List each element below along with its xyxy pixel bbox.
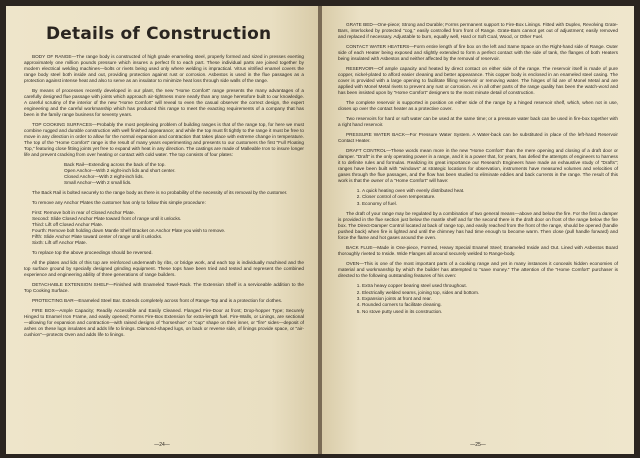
fire-box-paragraph: FIRE BOX—Ample Capacity; Readily Accessible and Easily Cleaned. Flanged Fire-Door at front; Drop-hopper Type; Securely Hinged to Enamel Iron Frame, and easily opened; Forms Fire-Box Extension for extra-length fuel. Fire-Walls, or Linings, are sectional—allowing for expansion and contraction—with raised designs of "horseshoe" or "cup" shape on their inner, or "fire" sides—deposit of ashes on these lugs insulates and adds life to linings. Diamond-shaped lugs, on back or reverse side, of linings provide space, or "air-cushion"—protects Oven and adds life to linings.	[24, 308, 304, 337]
step-item: Sixth: Lift off Anchor Plate.	[32, 240, 87, 245]
step-item: First: Remove bolt in rear of Closed Anchor Plate.	[32, 210, 135, 215]
list-item: 1. Extra heavy copper bearing steel used throughout.	[362, 283, 618, 289]
list-item: 5. No stove putty used in its construction.	[362, 309, 618, 315]
draft-benefits-list	[352, 188, 618, 207]
list-item: 2. Closer control of oven temperature.	[362, 194, 618, 200]
oven-paragraph: OVEN—This is one of the most important parts of a cooking range and yet in many instances it conceals hidden economies of material and workmanship by which the builder has attempted to "save money." The attention of the "Home Comfort" purchaser is directed to the following outstanding features of his oven:	[338, 261, 618, 279]
draft-control-paragraph: DRAFT CONTROL—These words mean more in the new "Home Comfort" than the mere opening and closing of a draft door or damper. "Draft" is the only operating power in a range, and it is a power that, for years, has defied the attempts of engineers to harness it to definite rules and formulas. Realizing its great importance our Research Engineers have made an exhaustive study of "Drafts"; ranges have been built with "windows" at strategic locations for observation, instruments have measured volumes and velocities of gases through the flue passages, and the flow has been studied to eliminate eddies and back currents in the range. The result of this work is that the owner of a "Home Comfort" will have:	[338, 148, 618, 183]
back-flue-paragraph: BACK FLUE—Made in One-piece, Formed, Heavy Special Enamel Steel; Enameled Inside and Out. Lined with Asbestos Board thoroughly riveted to Inside. Wide Flanges all around securely welded to Range-body.	[338, 245, 618, 257]
top-plates-list	[64, 162, 304, 186]
grate-bed-paragraph: GRATE BED—One-piece; Strong and Durable; Forms permanent support to Fire-Box Linings. Fitted with Duplex, Revolving Grate-Bars, interlocked by protected "cog," easily controlled from front of Range. Grate-Bars cannot get out of adjustment; easily removed and replaced if necessary. Adjustable to burn, equally well, Hard or Soft Coal, Wood, or Other Fuel.	[338, 22, 618, 39]
contact-heaters-paragraph: CONTACT WATER HEATERS—Form entire length of fire box on the left and Same Space on the Right-hand side of Range. Outer side of each Heater being exposed and slightly extended to form a perfect contact with the side of tank, the flanges of both Heaters being insulated with Asbestos and neither affected by the removal of reservoir.	[338, 44, 618, 61]
list-item: 2. Electrically welded seams, joining top, sides and bottom.	[362, 290, 618, 296]
left-page	[6, 6, 318, 454]
plate-item: Closed Anchor—With 2 eight-inch lids.	[64, 174, 144, 179]
protecting-bar-paragraph: PROTECTING BAR—Enameled Steel Bar. Extends completely across front of Range-Top and is a protection for clothes.	[32, 298, 283, 303]
plate-item: Small Anchor—With 2 small lids.	[64, 180, 132, 185]
oven-features-list	[352, 283, 618, 315]
pressure-water-paragraph: PRESSURE WATER BACK—For Pressure Water System. A Water-back can be substituted in place of the left-hand Reservoir Contact Heater.	[338, 132, 618, 143]
extension-shelf-paragraph: DETACHABLE EXTENSION SHELF—Finished with Enameled Towel-Rack. The Extension Shelf is a serviceable addition to the Top Cooking Surface.	[24, 282, 304, 293]
list-item: 3. Expansion joints at front and rear.	[362, 296, 618, 302]
right-page	[322, 6, 634, 454]
page-number: —24—	[154, 442, 170, 448]
reservoir-paragraph: RESERVOIR—Of ample capacity and heated by direct contact on either side of the range. The reservoir itself is made of pure copper, nickel-plated to afford easier cleaning and better appearance. This copper body is enclosed in an enameled steel casing. The cover is provided with a large opening to facilitate filling reservoir or removing water. The hinges of lid are of Monel Metal and are applied with Monel Metal rivets to prevent any rust or corrosion. As in all other parts of the range quality has been the watch-word and has been insisted upon by "Home Comfort" designers to the most minute detail of construction.	[338, 66, 618, 95]
flue-passage-paragraph: By means of processes recently developed in our plant, the new "Home Comfort" range presents the many advantages of a carefully designed flue passage with joints which approach air-tightness more nearly than any range heretofore built to our knowledge. A careful scrutiny of the interior of the new "Home Comfort" will reveal to even the casual observer the correct design, the expert engineering and the careful workmanship which has produced this range to meet the exacting requirements of a company that has been in the family range business for seventy years.	[24, 88, 304, 117]
step-item: Second: Slide Closed Anchor Plate toward front of range until it unlocks.	[32, 216, 182, 221]
top-cooking-paragraph: TOP COOKING SURFACES—Probably the most perplexing problem of building ranges is that of the range top, for here we must combine rugged and durable construction with well finished appearance; and while the top must fit tightly to the range it must be free to move in any direction in order to allow for the normal expansion and contraction that takes place with extreme change in temperature. The top of the "Home Comfort" range is the result of many years experimenting and presents to our customers the first "Full Floating Top," featuring close fitting joints yet free to expand with heat in any direction. The castings are made of Malleable Iron to insure longer life and prevent cracking from over heating or contact with cold water. The top consists of four plates:	[24, 122, 304, 157]
complete-reservoir-paragraph: The complete reservoir is supported in position on either side of the range by a hinged reservoir shelf, which, when not in use, closes up over the contact heater as a protective cover.	[338, 100, 618, 111]
step-item: Fourth: Remove bolt holding down Mantle Shelf Bracket on Anchor Plate you wish to remove.	[32, 228, 226, 233]
page-title: Details of Construction	[46, 24, 272, 44]
plate-item: Open Anchor—With 2 eight-inch lids and short center.	[64, 168, 176, 173]
plates-lids-paragraph: All the plates and lids of this top are reinforced underneath by ribs, or bridge work, and each top is individually machined and the top surface ground by specially designed grinding equipment. These tops have been tried and tested and represent the combined experience and engineering ability of three generations of range builders.	[24, 260, 304, 277]
back-rail-paragraph: The Back Rail is bolted securely to the range body as there is no probability of the necessity of its removal by the customer.	[32, 190, 288, 195]
remove-intro: To remove any Anchor Plates the customer has only to follow this simple procedure:	[32, 200, 206, 205]
removal-steps	[32, 210, 304, 246]
replace-paragraph: To replace top the above proceedings should be reversed.	[32, 250, 153, 255]
body-of-range-paragraph: BODY OF RANGE—The range body is constructed of high grade enameling steel, properly formed and sized in presses exerting approximately one million pounds pressure which insures a perfect fit to each part. These individual parts are joined together by modern electrical welding machines—bolts or rivets being used only where welding is impractical. Vitrus vitrified enamel covers the range body steel both inside and out, providing protection against rust or corrosion. Asbestos is used in the flue passages as a protection against intense heat and also to serve as an insulator to minimize heat loss through side walls of the range.	[24, 54, 304, 83]
list-item: 3. Economy of fuel.	[362, 201, 618, 207]
draft-regulation-paragraph: The draft of your range may be regulated by a combination of two general means—above and below the fire. For the first a damper is provided in the flue section just below the mantle shelf and for the second there is the draft door on front of the range below the fire box. The Direct-Damper Control located at back of range top, and easily reached from the front of the range, should be opened (handle pushed back) when fire is lighted and until the chimney has had time enough to become warm. Then close (pull handle forward) and force the flame and hot gases around the oven.	[338, 211, 618, 241]
step-item: Fifth: Slide Anchor Plate toward center of range until it unlocks.	[32, 234, 163, 239]
two-reservoirs-paragraph: Two reservoirs for hard or soft water can be used at the same time; or a pressure water back can be used in fire-box together with a right hand reservoir.	[338, 116, 618, 127]
list-item: 4. Rounded corners to facilitate cleaning.	[362, 302, 618, 308]
list-item: 1. A quick heating oven with evenly distributed heat.	[362, 188, 618, 194]
step-item: Third: Lift off Closed Anchor Plate.	[32, 222, 104, 227]
page-number: —25—	[470, 442, 486, 448]
plate-item: Back Rail—Extending across the back of the top.	[64, 162, 166, 167]
